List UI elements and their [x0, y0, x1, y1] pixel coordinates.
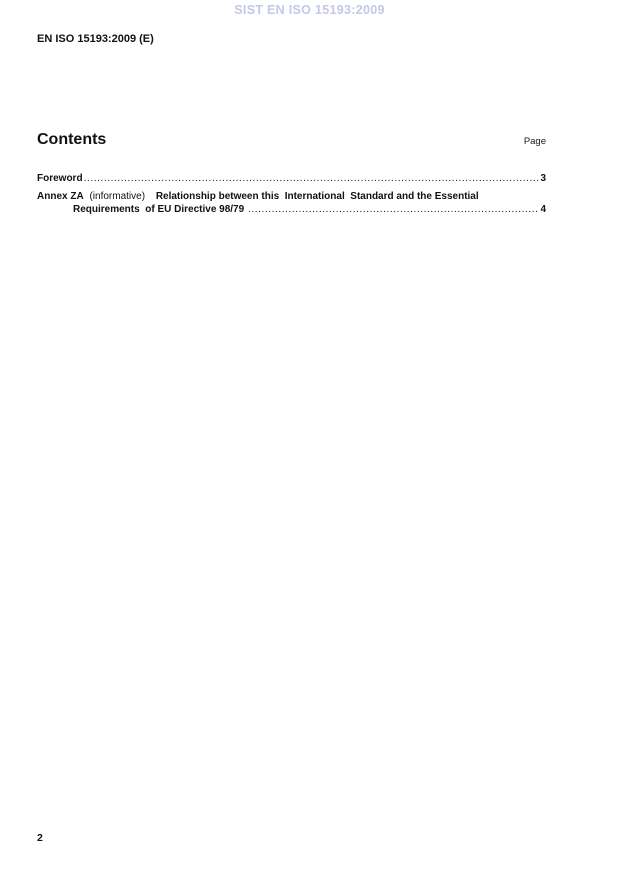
dot-leader [84, 172, 540, 185]
page-number: 2 [37, 832, 43, 844]
toc-annex-qualifier: (informative) [89, 191, 146, 202]
document-reference: EN ISO 15193:2009 (E) [37, 33, 154, 45]
table-of-contents [37, 172, 546, 216]
toc-entry-page-number: 4 [540, 204, 546, 215]
toc-entry-annex-za[interactable] [37, 190, 546, 216]
toc-entry-page-number: 3 [540, 173, 546, 184]
toc-entry-label: Foreword [37, 173, 83, 184]
dot-leader [248, 203, 539, 216]
toc-annex-label: Annex ZA [37, 191, 84, 202]
contents-header [37, 131, 546, 149]
contents-title: Contents [37, 131, 107, 148]
toc-annex-line2 [37, 203, 546, 216]
toc-entry-foreword[interactable] [37, 172, 546, 185]
toc-annex-line1 [37, 190, 546, 203]
toc-annex-title-continued: Requirements of EU Directive 98/79 [73, 204, 247, 215]
watermark-header: SIST EN ISO 15193:2009 [234, 3, 385, 17]
page-column-label: Page [523, 136, 546, 147]
toc-annex-title: Relationship between this International Standard and the Essential [155, 191, 479, 202]
